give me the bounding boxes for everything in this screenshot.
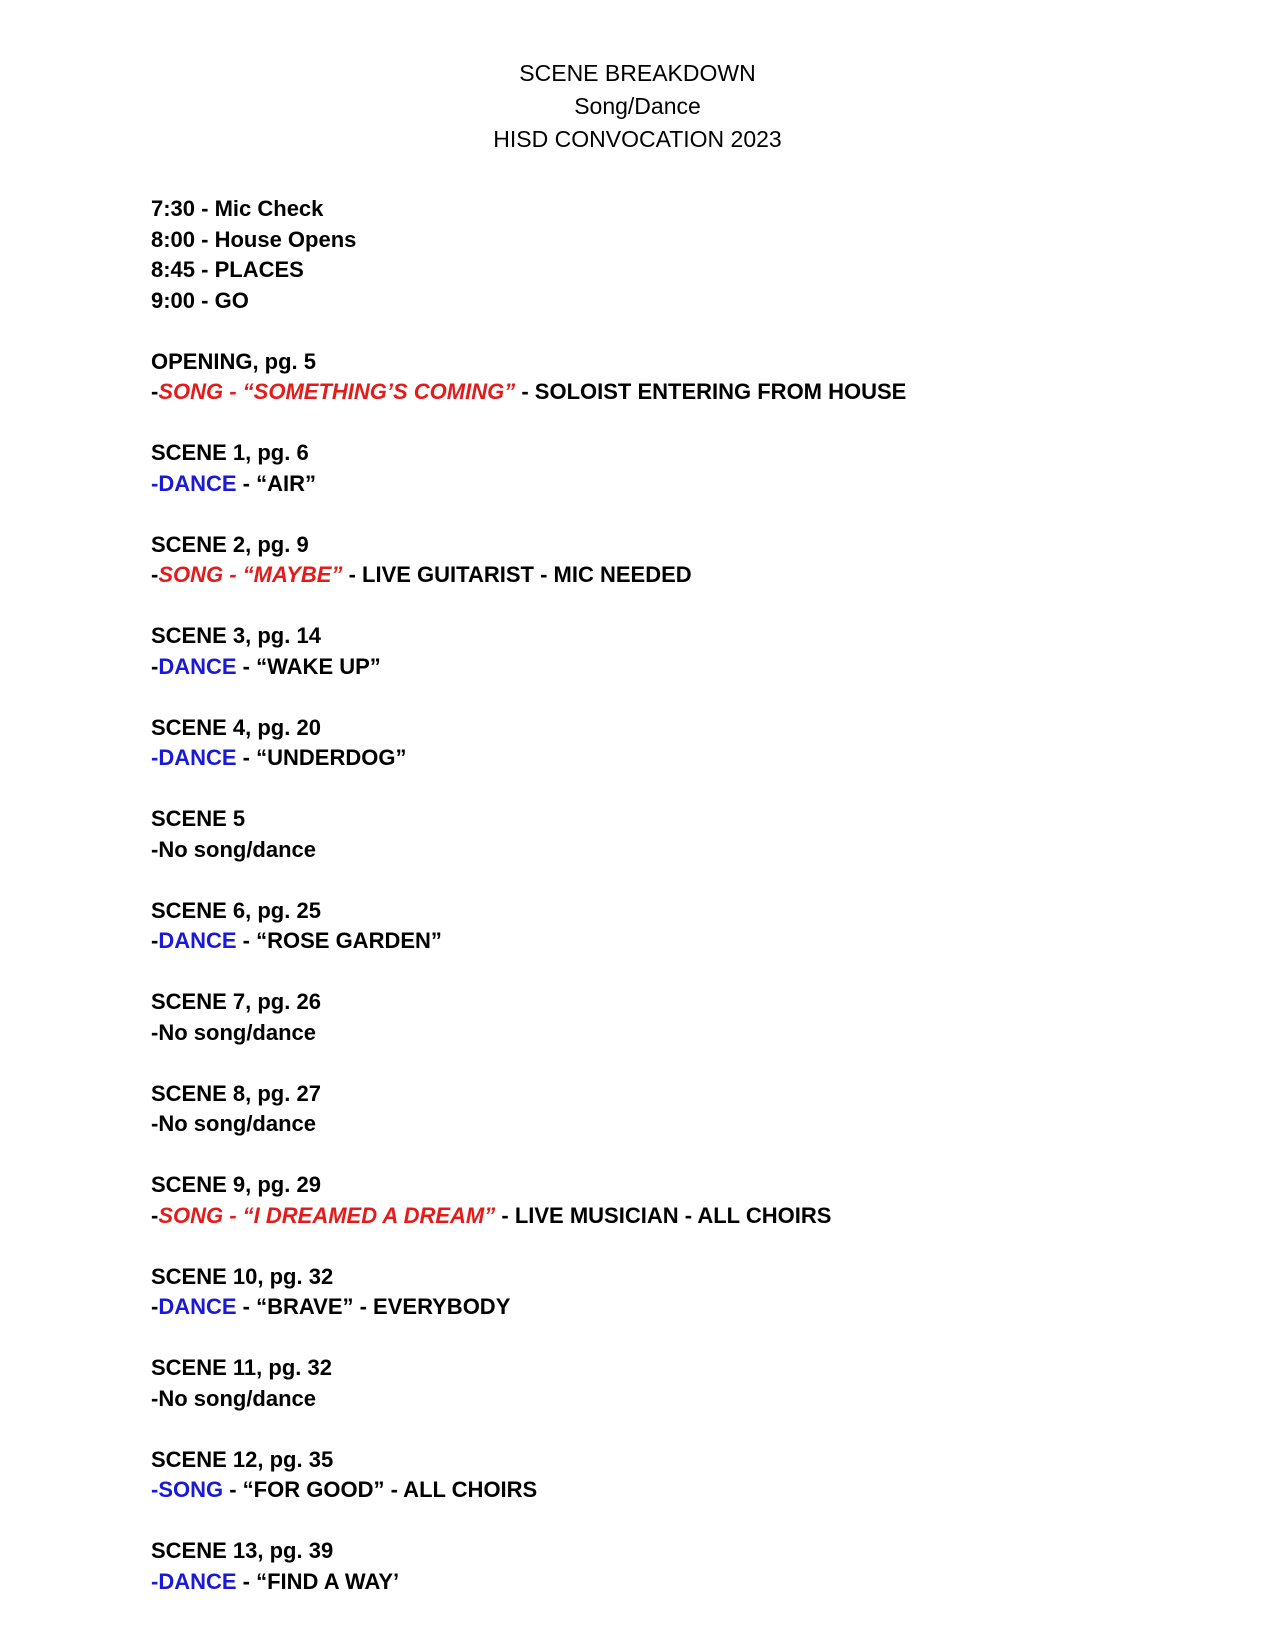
dash: - [151, 653, 159, 679]
scene-title: SCENE 7, pg. 26 [151, 989, 321, 1014]
scene-note: - “WAKE UP” [236, 653, 381, 679]
schedule-item: 7:30 - Mic Check [151, 196, 324, 221]
song-tag: SONG - “MAYBE” [158, 562, 343, 587]
scene-block [151, 438, 1201, 499]
scene-title: SCENE 4, pg. 20 [151, 714, 321, 740]
scene-detail: -No song/dance [151, 1111, 317, 1136]
dance-tag: -DANCE [151, 470, 237, 496]
scene-detail [151, 652, 1201, 683]
scene-block [151, 896, 1201, 957]
document-title: SCENE BREAKDOWN [519, 60, 756, 86]
scene-block [151, 804, 1201, 865]
scene-block [151, 530, 1201, 591]
scene-detail [151, 1292, 1201, 1323]
dance-tag: DANCE [158, 928, 237, 953]
schedule-item: 8:45 - PLACES [151, 257, 304, 282]
dash: - [151, 928, 159, 953]
document-body [151, 194, 1201, 1628]
scene-detail: -No song/dance [151, 1385, 317, 1411]
scene-note: - LIVE GUITARIST - MIC NEEDED [342, 562, 692, 587]
schedule-item: 9:00 - GO [151, 287, 249, 313]
dance-tag: DANCE [158, 1294, 237, 1319]
scene-detail [151, 743, 1201, 774]
scene-detail [151, 1201, 1201, 1232]
scene-title: SCENE 9, pg. 29 [151, 1172, 321, 1197]
song-tag: SONG - “SOMETHING’S COMING” [158, 379, 516, 404]
scene-title: SCENE 8, pg. 27 [151, 1080, 321, 1106]
scene-block [151, 713, 1201, 774]
scene-detail [151, 926, 1201, 957]
scene-block [151, 347, 1201, 408]
scene-block [151, 1262, 1201, 1323]
scene-title: SCENE 11, pg. 32 [151, 1355, 332, 1380]
scene-detail [151, 469, 1201, 500]
dance-tag: DANCE [158, 653, 237, 679]
scene-note: - “AIR” [236, 470, 317, 496]
scene-title: SCENE 1, pg. 6 [151, 440, 309, 465]
scene-title: OPENING, pg. 5 [151, 348, 317, 374]
dance-tag: -DANCE [151, 1568, 237, 1594]
scene-block [151, 1353, 1201, 1414]
scene-note: - “UNDERDOG” [236, 745, 407, 770]
scene-detail: -No song/dance [151, 836, 317, 862]
scene-block [151, 1536, 1201, 1597]
scene-title: SCENE 6, pg. 25 [151, 897, 321, 923]
scene-block [151, 1445, 1201, 1506]
scene-block [151, 1170, 1201, 1231]
scene-detail [151, 377, 1201, 408]
scene-detail [151, 560, 1201, 591]
scene-block [151, 1079, 1201, 1140]
dance-tag: -DANCE [151, 745, 237, 770]
scene-detail [151, 1475, 1201, 1506]
scene-title: SCENE 13, pg. 39 [151, 1538, 334, 1563]
schedule-item: 8:00 - House Opens [151, 226, 357, 252]
scene-note: - SOLOIST ENTERING FROM HOUSE [515, 379, 907, 404]
scene-note: - LIVE MUSICIAN - ALL CHOIRS [495, 1202, 832, 1228]
document-subtitle: Song/Dance [574, 93, 701, 119]
scene-detail [151, 1567, 1201, 1598]
scene-title: SCENE 5 [151, 806, 246, 831]
scene-block [151, 987, 1201, 1048]
scene-detail: -No song/dance [151, 1019, 317, 1045]
document-header [0, 57, 1275, 156]
dash: - [151, 379, 159, 404]
schedule-list [151, 194, 1201, 316]
scene-title: SCENE 3, pg. 14 [151, 623, 321, 648]
scene-title: SCENE 2, pg. 9 [151, 531, 309, 557]
scene-note: - “BRAVE” - EVERYBODY [236, 1294, 511, 1319]
scene-note: - “FIND A WAY’ [236, 1568, 400, 1594]
song-tag: -SONG [151, 1477, 224, 1502]
event-name: HISD CONVOCATION 2023 [493, 126, 782, 152]
scene-block [151, 621, 1201, 682]
dash: - [151, 562, 159, 587]
dash: - [151, 1294, 159, 1319]
song-tag: SONG - “I DREAMED A DREAM” [158, 1202, 496, 1228]
scene-note: - “FOR GOOD” - ALL CHOIRS [223, 1477, 538, 1502]
scene-title: SCENE 10, pg. 32 [151, 1263, 334, 1289]
scene-title: SCENE 12, pg. 35 [151, 1446, 334, 1472]
dash: - [151, 1202, 159, 1228]
scene-note: - “ROSE GARDEN” [236, 928, 442, 953]
